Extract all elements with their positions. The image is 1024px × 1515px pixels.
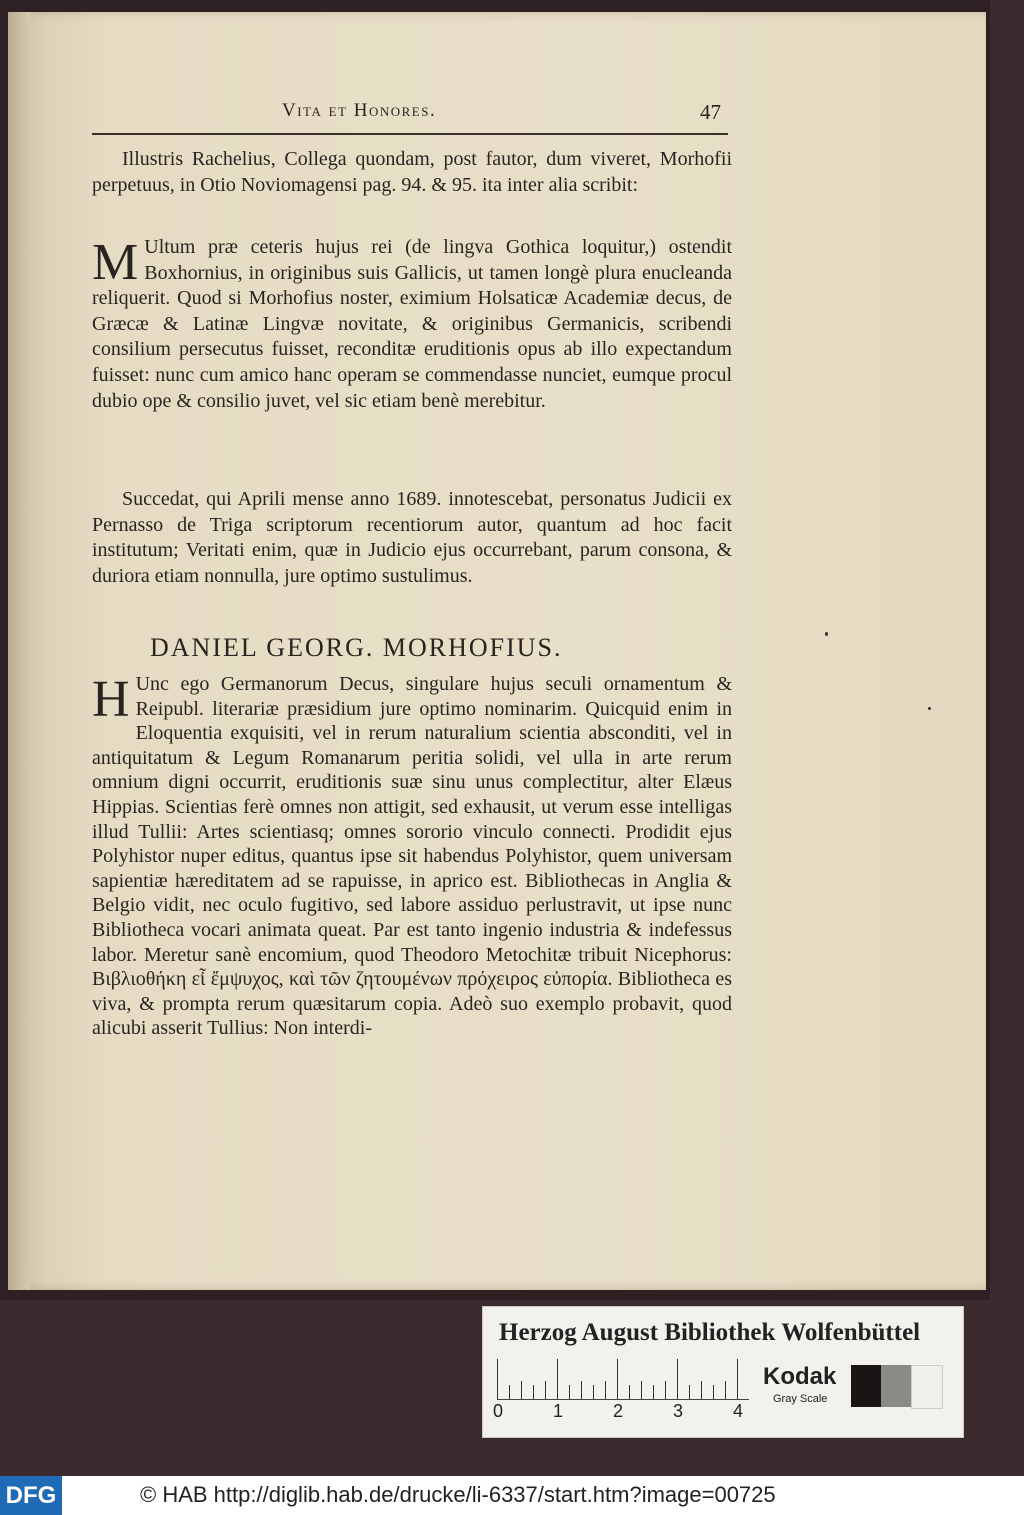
page-gutter <box>8 12 30 1290</box>
ruler-tick <box>569 1385 570 1399</box>
intro-paragraph <box>92 147 732 198</box>
black-swatch <box>851 1365 881 1407</box>
ruler-tick <box>545 1381 546 1399</box>
kodak-logo: Kodak <box>763 1363 837 1390</box>
succedat-text: Succedat, qui Aprili mense anno 1689. innotescebat, personatus Judicii ex Pernasso de Triga scriptorum recentiorum autor, quantum ad hoc facit institutum; Veritati enim, quæ in Judicio ejus occurrebant, parum consona, & duriora etiam nonnulla, jure optimo sustulimus. <box>92 488 732 587</box>
paper-spot <box>825 632 828 636</box>
ruler-tick <box>713 1385 714 1399</box>
intro-text: Illustris Rachelius, Collega quondam, post fautor, dum viveret, Morhofii perpetuus, in Otio Noviomagensi pag. 94. & 95. ita inter alia scribit: <box>92 148 732 196</box>
body-initial: H <box>92 671 130 728</box>
section-title: DANIEL GEORG. MORHOFIUS. <box>150 633 563 662</box>
ruler-tick <box>509 1385 510 1399</box>
header-rule <box>92 133 728 135</box>
copyright-url[interactable]: © HAB http://diglib.hab.de/drucke/li-6337/start.htm?image=00725 <box>140 1482 776 1507</box>
ruler-tick <box>665 1381 666 1399</box>
ruler-tick <box>737 1359 738 1399</box>
scale-ruler <box>497 1359 749 1400</box>
ruler-number: 2 <box>613 1401 624 1421</box>
ruler-tick <box>677 1359 678 1399</box>
dfg-logo: DFG <box>0 1476 62 1515</box>
ruler-tick <box>593 1385 594 1399</box>
quotation-block <box>92 235 732 414</box>
ruler-tick <box>521 1381 522 1399</box>
running-head: Vita et Honores. <box>282 100 437 121</box>
quotation-text: Ultum præ ceteris hujus rei (de lingva Gothica loquitur,) ostendit Boxhornius, in originibus suis Gallicis, ut tamen longè plura enucleanda reliquerit. Quod si Morhofius noster, eximium Holsaticæ Academiæ decus, de Græcæ & Latinæ Lingvæ novitate, & originibus Germanicis, scribendi consilium persecutus fuisset, reconditæ eruditionis opus ab illo expectandum fuisset: nunc cum amico hanc operam se commendasse nunciet, eumque procul dubio ope & consilio juvet, vel sic etiam benè merebitur. <box>92 236 732 412</box>
paper-spot <box>928 707 931 710</box>
ruler-tick <box>641 1381 642 1399</box>
ruler-number: 4 <box>733 1401 744 1421</box>
ruler-tick <box>617 1359 618 1399</box>
grayscale-caption: Gray Scale <box>773 1393 828 1405</box>
ruler-number: 0 <box>493 1401 504 1421</box>
body-text: Unc ego Germanorum Decus, singulare hujus seculi ornamentum & Reipubl. literariæ præsidium jure optimo nominarim. Quicquid enim in Eloquentia exquisiti, vel in rerum naturalium scientia absconditi, vel in antiquitatum & Legum Romanarum peritia solidi, vel ulla in arte rerum omnium digni occurrit, eruditionis suæ sinu unus complectitur, alter Elæus Hippias. Scientias ferè omnes non attigit, sed exhausit, ut verum esse intelligas illud Tullii: Artes scientiasq; omnes sororio vinculo connecti. Prodidit ejus Polyhistor nuper editus, quantus ipse sit habendus Polyhistor, quem universam sapientiæ hæreditatem ad se rapuisse, in aprico est. Bibliothecas in Anglia & Belgio vidit, nec oculo fugitivo, sed labore assiduo perlustravit, ut ipse nunc Bibliotheca vocari animata queat. Par est tanto ingenio industria & indefessus labor. Meretur sanè encomium, quod Theodoro Metochitæ tribuit Nicephorus: Βιβλιοθήκη εἶ ἔμψυχος, καὶ τῶν ζητουμένων πρόχειρος εὐπορία. Bibliotheca es viva, & prompta rerum quæsitarum copia. Adeò suo exemplo probavit, quod alicubi asserit Tullius: Non interdi- <box>92 673 732 1040</box>
library-color-card <box>482 1306 964 1438</box>
footer-bar <box>0 1476 1024 1515</box>
ruler-tick <box>653 1385 654 1399</box>
ruler-tick <box>557 1359 558 1399</box>
ruler-tick <box>497 1359 498 1399</box>
ruler-tick <box>605 1381 606 1399</box>
white-swatch <box>911 1365 943 1409</box>
succedat-paragraph <box>92 487 732 589</box>
quote-initial: M <box>92 234 139 291</box>
page-number: 47 <box>700 100 721 124</box>
ruler-number: 1 <box>553 1401 564 1421</box>
gray-swatch <box>881 1365 911 1407</box>
ruler-tick <box>689 1385 690 1399</box>
ruler-tick <box>725 1381 726 1399</box>
ruler-tick <box>701 1381 702 1399</box>
ruler-tick <box>629 1385 630 1399</box>
ruler-tick <box>533 1385 534 1399</box>
ruler-number: 3 <box>673 1401 684 1421</box>
library-name: Herzog August Bibliothek Wolfenbüttel <box>499 1319 921 1346</box>
body-paragraph <box>92 672 732 1041</box>
ruler-tick <box>581 1381 582 1399</box>
